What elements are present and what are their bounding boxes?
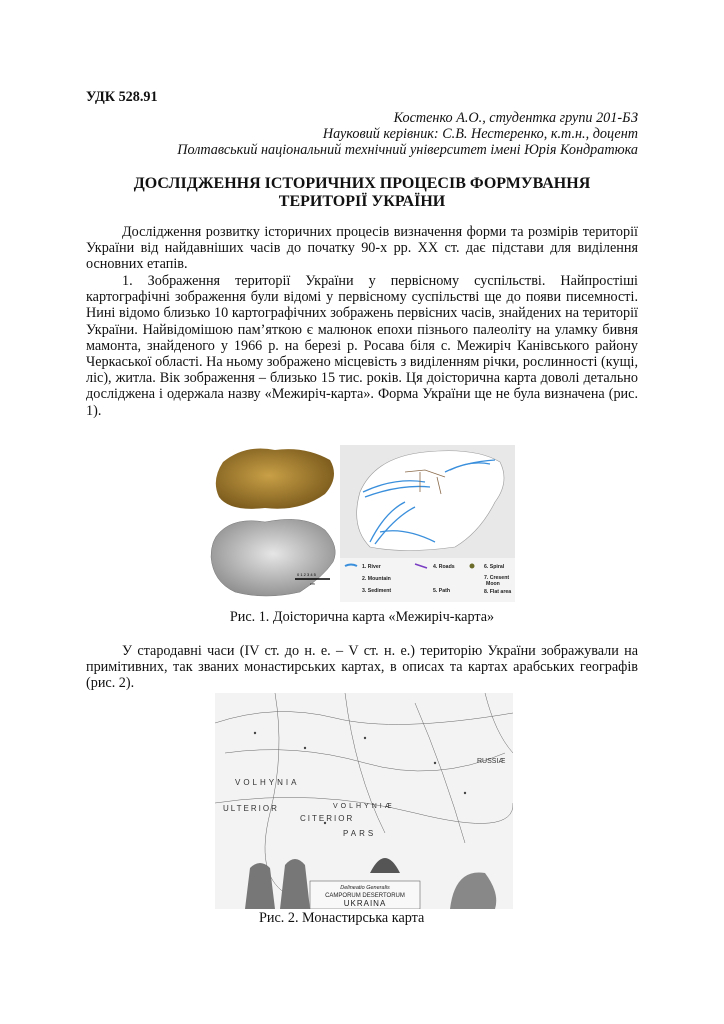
figure-2-caption: Рис. 2. Монастирська карта bbox=[259, 910, 425, 926]
figure-1-image bbox=[205, 442, 520, 602]
map-label: RUSSIÆ bbox=[477, 758, 506, 765]
legend-spiral: 6. Spiral bbox=[484, 564, 505, 570]
paragraph-intro: Дослідження розвитку історичних процесів визначення форми та розмірів території України від найдавніших часів до початку 90-х рр. ХХ ст. дає підстави для виділення основних етапів. bbox=[86, 224, 638, 273]
scale-label: 0 1 2 3 4 5 bbox=[297, 572, 316, 577]
title-line: ТЕРИТОРІЇ УКРАЇНИ bbox=[278, 193, 446, 210]
figure-2-map-image bbox=[215, 693, 513, 909]
map-label: ULTERIOR bbox=[223, 804, 279, 813]
legend-path: 5. Path bbox=[433, 588, 451, 594]
page-title bbox=[86, 175, 638, 211]
supervisor: Науковий керівник: С.В. Нестеренко, к.т.н., доцент bbox=[322, 126, 638, 142]
author-block bbox=[177, 110, 638, 158]
paragraph-ancient: У стародавні часи (IV ст. до н. е. – V ст. н. е.) територію України зображували на примітивних, так званих монастирських картах, в описах та картах арабських географів (рис. 2). bbox=[86, 643, 638, 692]
figure-1-caption: Рис. 1. Доісторична карта «Межиріч-карта» bbox=[229, 609, 495, 625]
paragraph-primitive: 1. Зображення території України у первісному суспільстві. Найпростіші картографічні зображення були відомі у первісному суспільстві ще до появи писемності. Нині відомо близько 10 картографічних зображень первісних часів, знайдених на території України. Найвідомішою пам’яткою є малюнок епохи пізнього палеоліту на уламку бивня мамонта, знайденого у 1966 р. на березі р. Росава біля с. Межиріч Канівського району Черкаської області. На ньому зображено місцевість з виділенням річки, рослинності (кущі, ліс), житла. Вік зображення – близько 15 тис. років. Ця доісторична карта доволі детально досліджена і одержала назву «Межиріч-карта». Форма України ще не була визначена (рис. 1). bbox=[86, 273, 638, 419]
tusk-fragment-drawing bbox=[211, 519, 335, 596]
cartouche-line: Delineatio Generalis bbox=[340, 885, 390, 891]
map-label: VOLHYNIA bbox=[235, 778, 300, 787]
map-label: PARS bbox=[343, 829, 377, 838]
title-line: ДОСЛІДЖЕННЯ ІСТОРИЧНИХ ПРОЦЕСІВ ФОРМУВАННЯ bbox=[133, 175, 591, 192]
legend-flat-area: 8. Flat area bbox=[484, 589, 512, 595]
cartouche-line: UKRAINA bbox=[343, 899, 387, 908]
university: Полтавський національний технічний університет імені Юрія Кондратюка bbox=[177, 142, 638, 158]
cartouche-line: CAMPORUM DESERTORUM bbox=[325, 893, 405, 899]
legend-crescent: 7. Cresent bbox=[484, 575, 510, 581]
map-label: CITERIOR bbox=[300, 814, 355, 823]
udk-code: УДК 528.91 bbox=[86, 89, 158, 105]
legend-sediment: 3. Sediment bbox=[362, 588, 392, 594]
map-label: VOLHYNIÆ bbox=[333, 803, 395, 810]
tusk-fragment-photo bbox=[216, 449, 334, 509]
legend-mountain: 2. Mountain bbox=[362, 576, 391, 582]
legend-roads: 4. Roads bbox=[433, 564, 455, 570]
legend-river: 1. River bbox=[362, 564, 381, 570]
author-name: Костенко А.О., студентка групи 201-БЗ bbox=[393, 110, 638, 126]
legend-moon: Moon bbox=[486, 581, 500, 587]
scale-unit: cm bbox=[310, 582, 315, 586]
